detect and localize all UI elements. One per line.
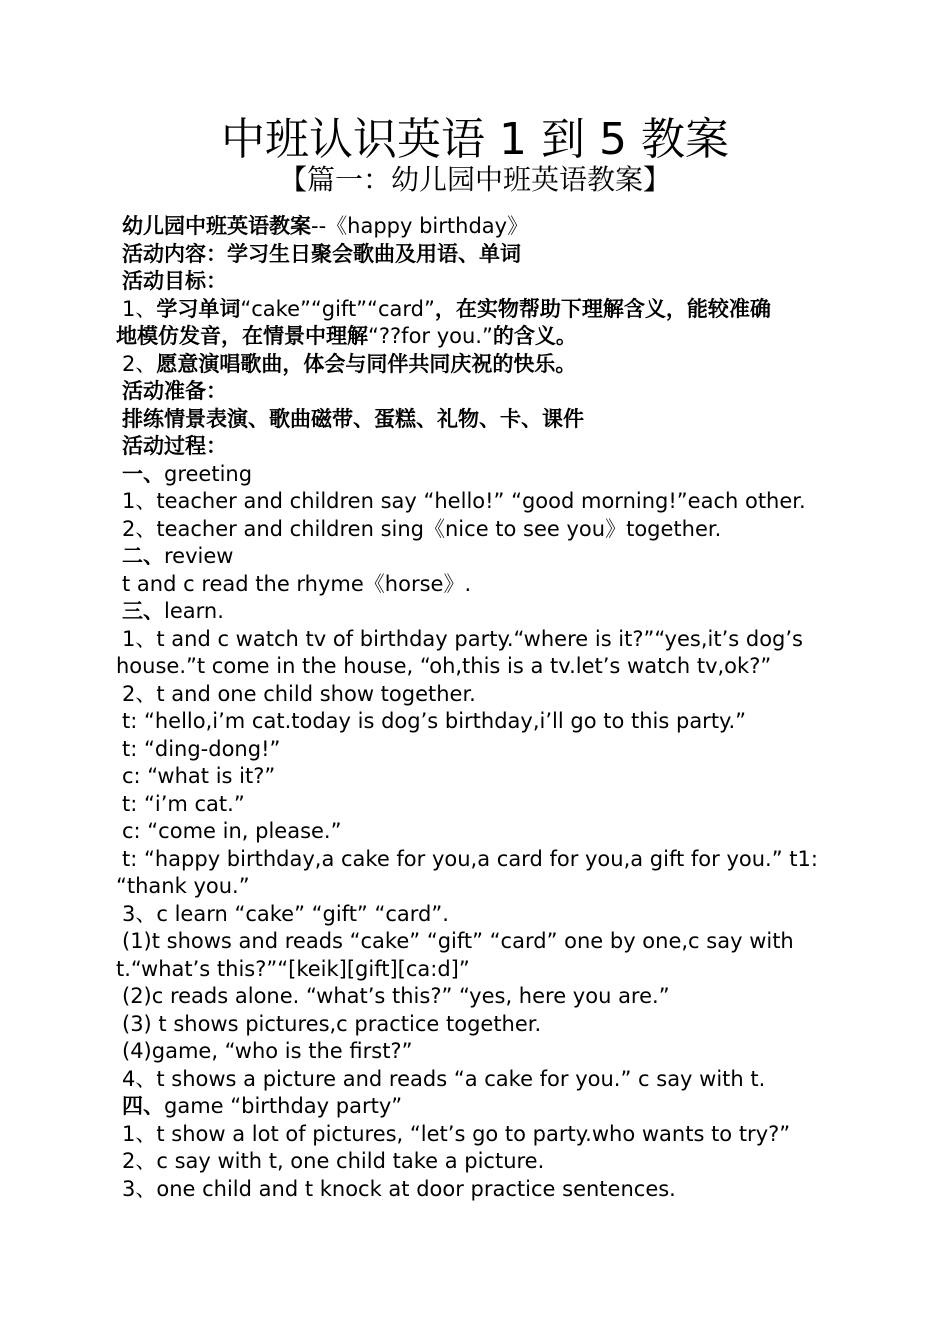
text-line [116,213,824,241]
text-line [116,516,824,544]
plain-text: 1、 [122,296,157,321]
plain-text: 3、c learn “cake” “gift” “card”. [122,901,449,926]
plain-text: c: “come in, please.” [122,819,342,843]
text-line [116,571,824,599]
text-line [116,763,824,791]
text-line [116,351,824,379]
plain-text: --《happy birthday》 [311,214,529,238]
plain-text: “??for you.” [368,324,493,348]
text-line [116,983,824,1011]
bold-text: 活动准备： [122,379,227,403]
bold-text: 二、 [122,544,164,568]
text-line [116,543,824,571]
bold-text: 活动目标： [122,269,227,293]
plain-text: game “birthday party” [164,1094,403,1118]
document-body [116,213,824,1203]
bold-text: 四、 [122,1094,164,1118]
plain-text: 1、teacher and children say “hello!” “good morning!”each other. [122,489,806,513]
plain-text: (3) t shows pictures,c practice together. [122,1011,542,1036]
text-line [116,1148,824,1176]
bold-text: 三、 [122,599,164,623]
plain-text: 1、t and c watch tv of birthday party.“where is it?”“yes,it’s dog’s [122,626,803,651]
plain-text: 2、 [122,351,157,376]
plain-text: 2、teacher and children sing《nice to see you》together. [122,516,722,541]
plain-text: 2、c say with t, one child take a picture. [122,1149,545,1173]
bold-text: 学习单词 [156,296,241,321]
text-line [116,1066,824,1094]
text-line [116,598,824,626]
plain-text: greeting [164,461,253,486]
plain-text: “thank you.” [116,874,250,898]
text-line [116,873,824,901]
text-line [116,461,824,489]
text-line [116,791,824,819]
bold-text: 的含义。 [492,324,577,348]
plain-text: 3、one child and t knock at door practice sentences. [122,1176,676,1201]
text-line [116,681,824,709]
text-line [116,378,824,406]
text-line [116,956,824,984]
text-line [116,1093,824,1121]
text-line [116,323,824,351]
bold-text: 地模仿发音，在情景中理解 [116,324,368,348]
text-line [116,406,824,434]
plain-text: (2)c reads alone. “what’s this?” “yes, here you are.” [122,984,670,1008]
text-line [116,1011,824,1039]
plain-text: 2、t and one child show together. [122,681,476,706]
text-line [116,1038,824,1066]
plain-text: t: “hello,i’m cat.today is dog’s birthday,i’ll go to this party.” [122,709,747,733]
document-subtitle: 【篇一：幼儿园中班英语教案】 [278,163,671,196]
text-line [116,433,824,461]
plain-text: (4)game, “who is the first?” [122,1039,413,1063]
text-line [116,626,824,654]
plain-text: t: “i’m cat.” [122,791,245,816]
text-line [116,928,824,956]
text-line [116,736,824,764]
document-title: 中班认识英语 1 到 5 教案 [221,114,729,165]
text-line [116,846,824,874]
plain-text: t: “happy birthday,a cake for you,a card for you,a gift for you.” t1: [122,846,818,871]
bold-text: 幼儿园中班英语教案 [122,214,311,238]
plain-text: house.”t come in the house, “oh,this is a tv.let’s watch tv,ok?” [116,654,772,678]
plain-text: t: “ding-dong!” [122,736,281,761]
plain-text: (1)t shows and reads “cake” “gift” “card” one by one,c say with [122,929,794,953]
text-line [116,653,824,681]
plain-text: c: “what is it?” [122,764,276,788]
bold-text: 活动内容：学习生日聚会歌曲及用语、单词 [122,241,521,266]
plain-text: “cake”“gift”“card” [240,296,435,321]
text-line [116,1121,824,1149]
plain-text: learn. [164,599,224,623]
text-line [116,1176,824,1204]
bold-text: 一、 [122,461,164,486]
text-line [116,818,824,846]
plain-text: 4、t shows a picture and reads “a cake for you.” c say with t. [122,1066,766,1091]
bold-text: 活动过程： [122,434,227,458]
bold-text: ，在实物帮助下理解含义，能较准确 [434,296,771,321]
plain-text: review [164,544,234,568]
text-line [116,488,824,516]
bold-text: 愿意演唱歌曲，体会与同伴共同庆祝的快乐。 [156,351,577,376]
text-line [116,241,824,269]
bold-text: 排练情景表演、歌曲磁带、蛋糕、礼物、卡、课件 [122,406,584,431]
text-line [116,708,824,736]
plain-text: t and c read the rhyme《horse》. [122,571,472,596]
text-line [116,901,824,929]
text-line [116,296,824,324]
text-line [116,268,824,296]
plain-text: t.“what’s this?”“[keik][gift][ca:d]” [116,956,470,981]
plain-text: 1、t show a lot of pictures, “let’s go to party.who wants to try?” [122,1121,791,1146]
